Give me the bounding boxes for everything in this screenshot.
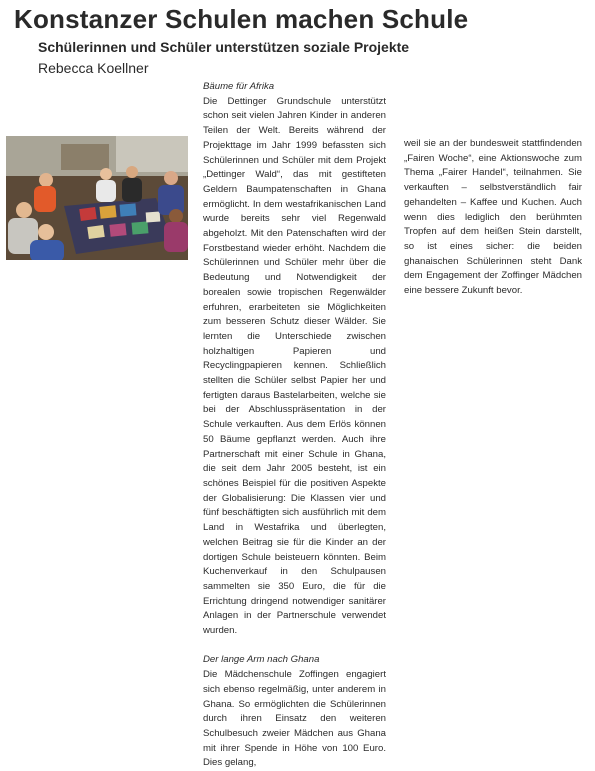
article-author: Rebecca Koellner bbox=[38, 60, 149, 76]
section-heading-trees: Bäume für Afrika bbox=[203, 81, 275, 92]
article-subtitle: Schülerinnen und Schüler unterstützen soziale Projekte bbox=[38, 39, 410, 55]
article-title: Konstanzer Schulen machen Schule bbox=[14, 4, 469, 34]
article-column-middle bbox=[203, 80, 386, 771]
section-body-ghana-continued: weil sie an der bundesweit stattfindenden „Fairen Woche“, eine Aktionswoche zum Thema „Fairer Handel“, teilnahmen. Sie verkauften – selbstverständlich fair gehandelten – Kaffee und Kuchen. Auch wenn dies lediglich den berühmten Tropfen auf dem heißen Stein darstellt, so ist eines sicher: die beiden ghanaischen Schülerinnen steht Dank dem Engagement der Zoffinger Mädchen eine bessere Zukunft bevor. bbox=[404, 138, 582, 297]
section-heading-ghana: Der lange Arm nach Ghana bbox=[203, 654, 320, 666]
section-body-trees: Die Dettinger Grundschule unterstützt schon seit vielen Jahren Kinder in anderen Teilen der Welt. Bereits während der Projekttage im Jahr 1999 befassten sich Schülerinnen und Schüler mit dem Projekt „Dettinger Wald“, das mit gestifteten Geldern Baumpatenschaften in Ghana ermöglicht. In dem westafrikanischen Land wurde bereits sehr viel Regenwald abgeholzt. Mit den Patenschaften wird der Forstbestand wieder erhöht. Nachdem die Schülerinnen und Schüler mehr über die Bedeutung und Notwendigkeit der borealen sowie tropischen Regenwälder erfuhren, erarbeiteten sie Möglichkeiten zum besseren Schutz dieser Wälder. Sie lernten die Unterschiede zwischen holzhaltigen Papieren und Recyclingpapieren kennen. Schließlich stellten die Schüler selbst Papier her und fertigten daraus Bastelarbeiten, welche sie bei der Abschlusspräsentation in der Schule verkauften. Aus dem Erlös können 50 Bäume gepflanzt werden. Auch ihre Partnerschaft mit einer Schule in Ghana, die seit dem Jahr 2005 besteht, ist ein schönes Beispiel für die positiven Aspekte der Globalisierung: Die Klassen vier und fünf beschäftigten sich ausführlich mit dem Land in Westafrika und überlegten, welchen Beitrag sie für die Kinder an der dortigen Schule beisteuern könnten. Beim Kuchenverkauf in den Schulpausen sammelten sie 350 Euro, die für die Errichtung dringend notwendiger sanitärer Anlagen in der Partnerschule verwendet wurden. bbox=[203, 95, 386, 637]
article-column-right bbox=[404, 137, 582, 299]
section-body-ghana: Die Mädchenschule Zoffingen engagiert sich ebenso regelmäßig, unter anderem in Ghana. So ermöglichten die Schülerinnen durch ihren Einsatz den weiteren Schulbesuch zweier Mädchen aus Ghana mit ihrer Spende in Höhe von 100 Euro. Dies gelang, bbox=[203, 669, 386, 769]
classroom-photo bbox=[6, 136, 188, 260]
